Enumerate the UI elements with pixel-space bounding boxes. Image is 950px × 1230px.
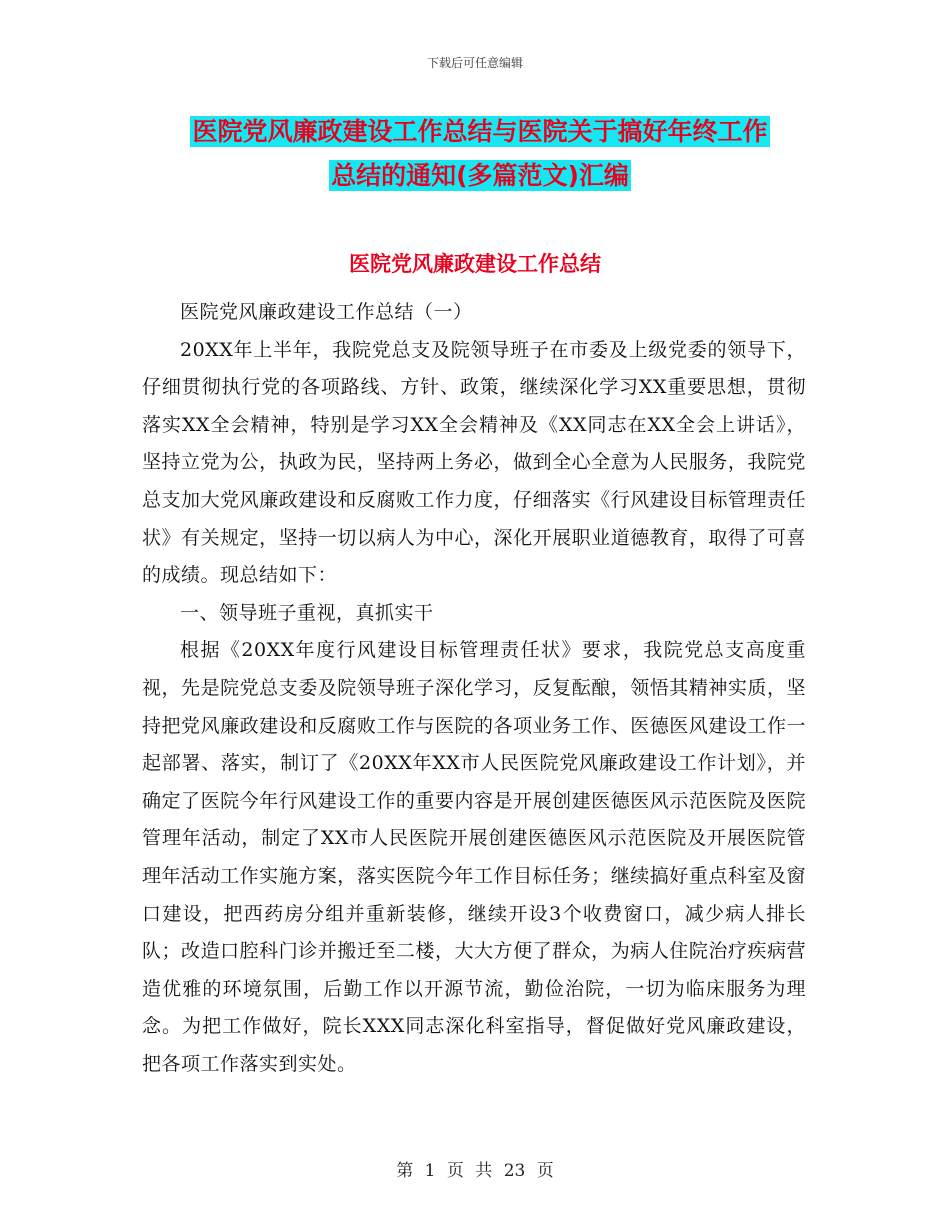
title-line-2: 总结的通知(多篇范文)汇编 [331, 161, 629, 190]
paragraph-heading: 医院党风廉政建设工作总结（一） [180, 301, 473, 323]
paragraph-subheading: 一、领导班子重视，真抓实干 [180, 601, 434, 624]
paragraph: 20XX年上半年，我院党总支及院领导班子在市委及上级党委的领导下，仔细贯彻执行党的各项路线、方针、政策，继续深化学习XX重要思想，贯彻落实XX全会精神，特别是学习XX全会精神及《XX同志在XX全会上讲话》，坚持立党为公，执政为民，坚持两上务必，做到全心全意为人民服务，我院党总支加大党风廉政建设和反腐败工作力度，仔细落实《行风建设目标管理责任状》有关规定，坚持一切以病人为中心，深化开展职业道德教育，取得了可喜的成绩。现总结如下： [142, 338, 806, 587]
header-note: 下载后可任意编辑 [426, 56, 523, 70]
title-line-1: 医院党风廉政建设工作总结与医院关于搞好年终工作 [192, 117, 768, 146]
paragraph: 根据《20XX年度行风建设目标管理责任状》要求，我院党总支高度重视，先是院党总支委及院领导班子深化学习，反复酝酿，领悟其精神实质，坚持把党风廉政建设和反腐败工作与医院的各项业务工作、医德医风建设工作一起部署、落实，制订了《20XX年XX市人民医院党风廉政建设工作计划》，并确定了医院今年行风建设工作的重要内容是开展创建医德医风示范医院及医院管理年活动，制定了XX市人民医院开展创建医德医风示范医院及开展医院管理年活动工作实施方案，落实医院今年工作目标任务；继续搞好重点科室及窗口建设，把西药房分组并重新装修，继续开设3个收费窗口，减少病人排长队；改造口腔科门诊并搬迁至二楼，大大方便了群众，为病人住院治疗疾病营造优雅的环境氛围，后勤工作以开源节流，勤俭治院，一切为临床服务为理念。为把工作做好，院长XXX同志深化科室指导，督促做好党风廉政建设，把各项工作落实到实处。 [142, 639, 806, 1075]
section-title: 医院党风廉政建设工作总结 [349, 252, 601, 276]
page-footer: 第 1 页 共 23 页 [396, 1161, 554, 1181]
document-title [140, 110, 820, 198]
body-text [142, 294, 806, 1083]
